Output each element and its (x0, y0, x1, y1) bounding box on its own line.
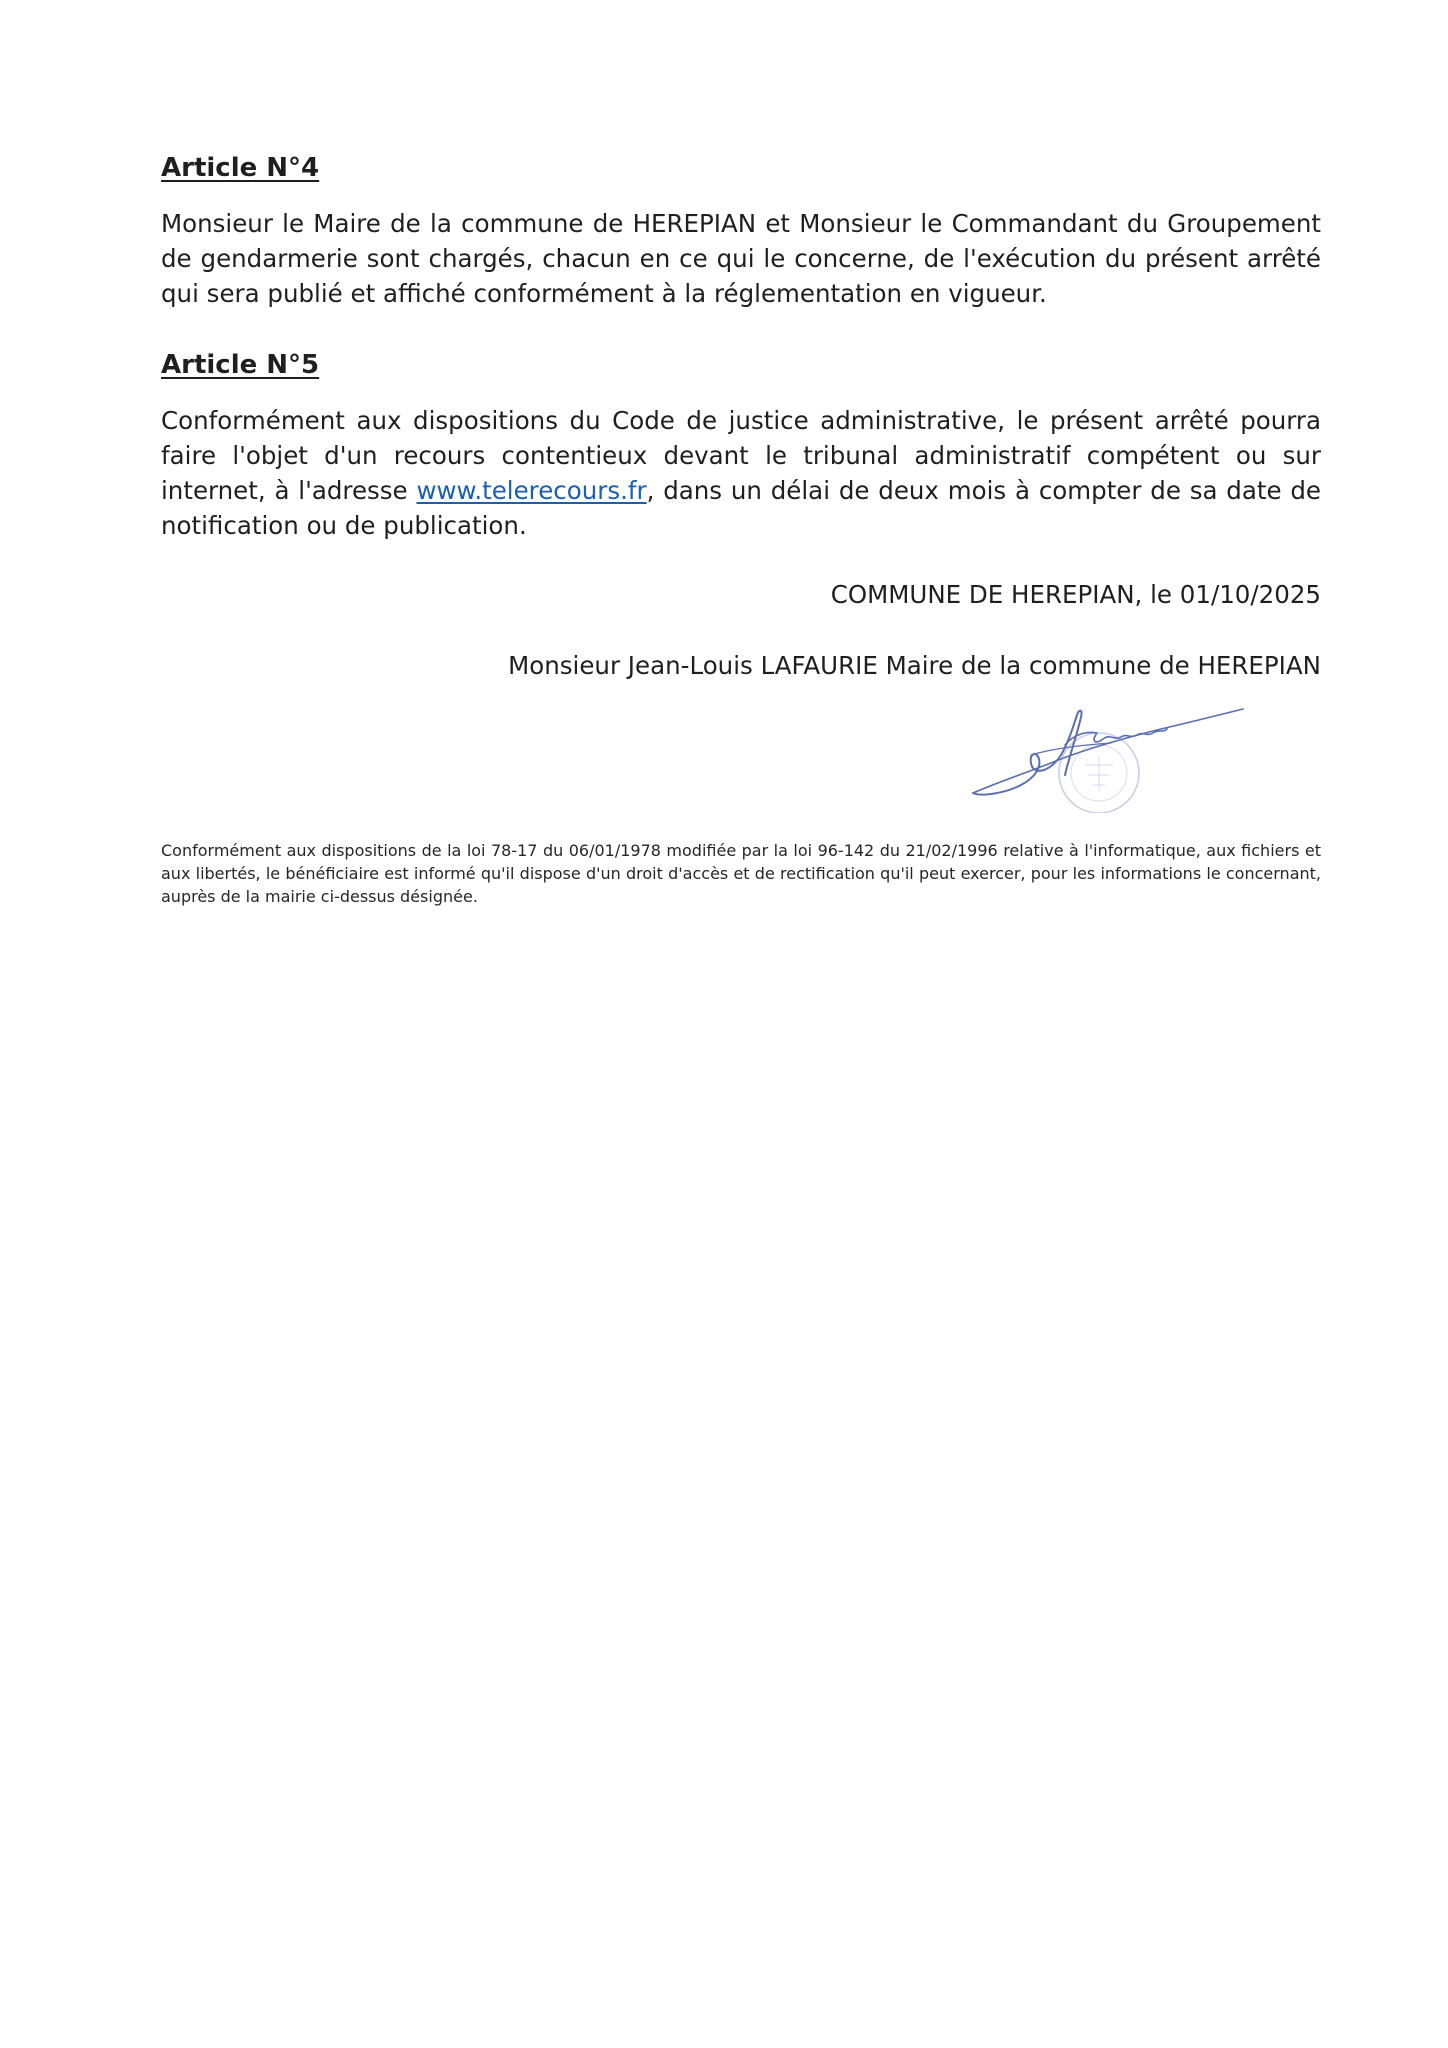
article-5-text (161, 403, 1321, 543)
mayor-signature-line: Monsieur Jean-Louis LAFAURIE Maire de la commune de HEREPIAN (508, 651, 1321, 680)
footer-legal-notice: Conformément aux dispositions de la loi 78-17 du 06/01/1978 modifiée par la loi 96-142 du 21/02/1996 relative à l'informatique, aux fichiers et aux libertés, le bénéficiaire est informé qu'il dispose d'un droit d'accès et de rectification qu'il peut exercer, pour les informations le concernant, auprès de la mairie ci-dessus désignée. (161, 841, 1321, 906)
article-4-section (161, 150, 1321, 311)
article-5-heading: Article N°5 (161, 350, 320, 380)
article-5-text-before-link: Conformément aux dispositions du Code de justice administrative, le présent arrêté pourra faire l'objet d'un recours contentieux devant le tribunal administratif compétent ou sur internet, à l'adresse (161, 406, 1321, 505)
document-content (161, 150, 1321, 924)
handwritten-signature-with-stamp (961, 705, 1251, 813)
signature-block (161, 705, 1321, 813)
city-date-line: COMMUNE DE HEREPIAN, le 01/10/2025 (830, 580, 1321, 609)
article-5-text-after-link: , dans un délai de deux mois à compter de sa date de notification ou de publication. (161, 476, 1321, 540)
telerecours-link[interactable]: www.telerecours.fr (416, 476, 647, 505)
article-5-section (161, 347, 1321, 543)
article-4-text: Monsieur le Maire de la commune de HEREPIAN et Monsieur le Commandant du Groupement de gendarmerie sont chargés, chacun en ce qui le concerne, de l'exécution du présent arrêté qui sera publié et affiché conformément à la réglementation en vigueur. (161, 209, 1321, 308)
article-4-heading: Article N°4 (161, 153, 320, 183)
mayor-seal-stamp (1059, 733, 1139, 813)
handwritten-signature (973, 709, 1243, 795)
